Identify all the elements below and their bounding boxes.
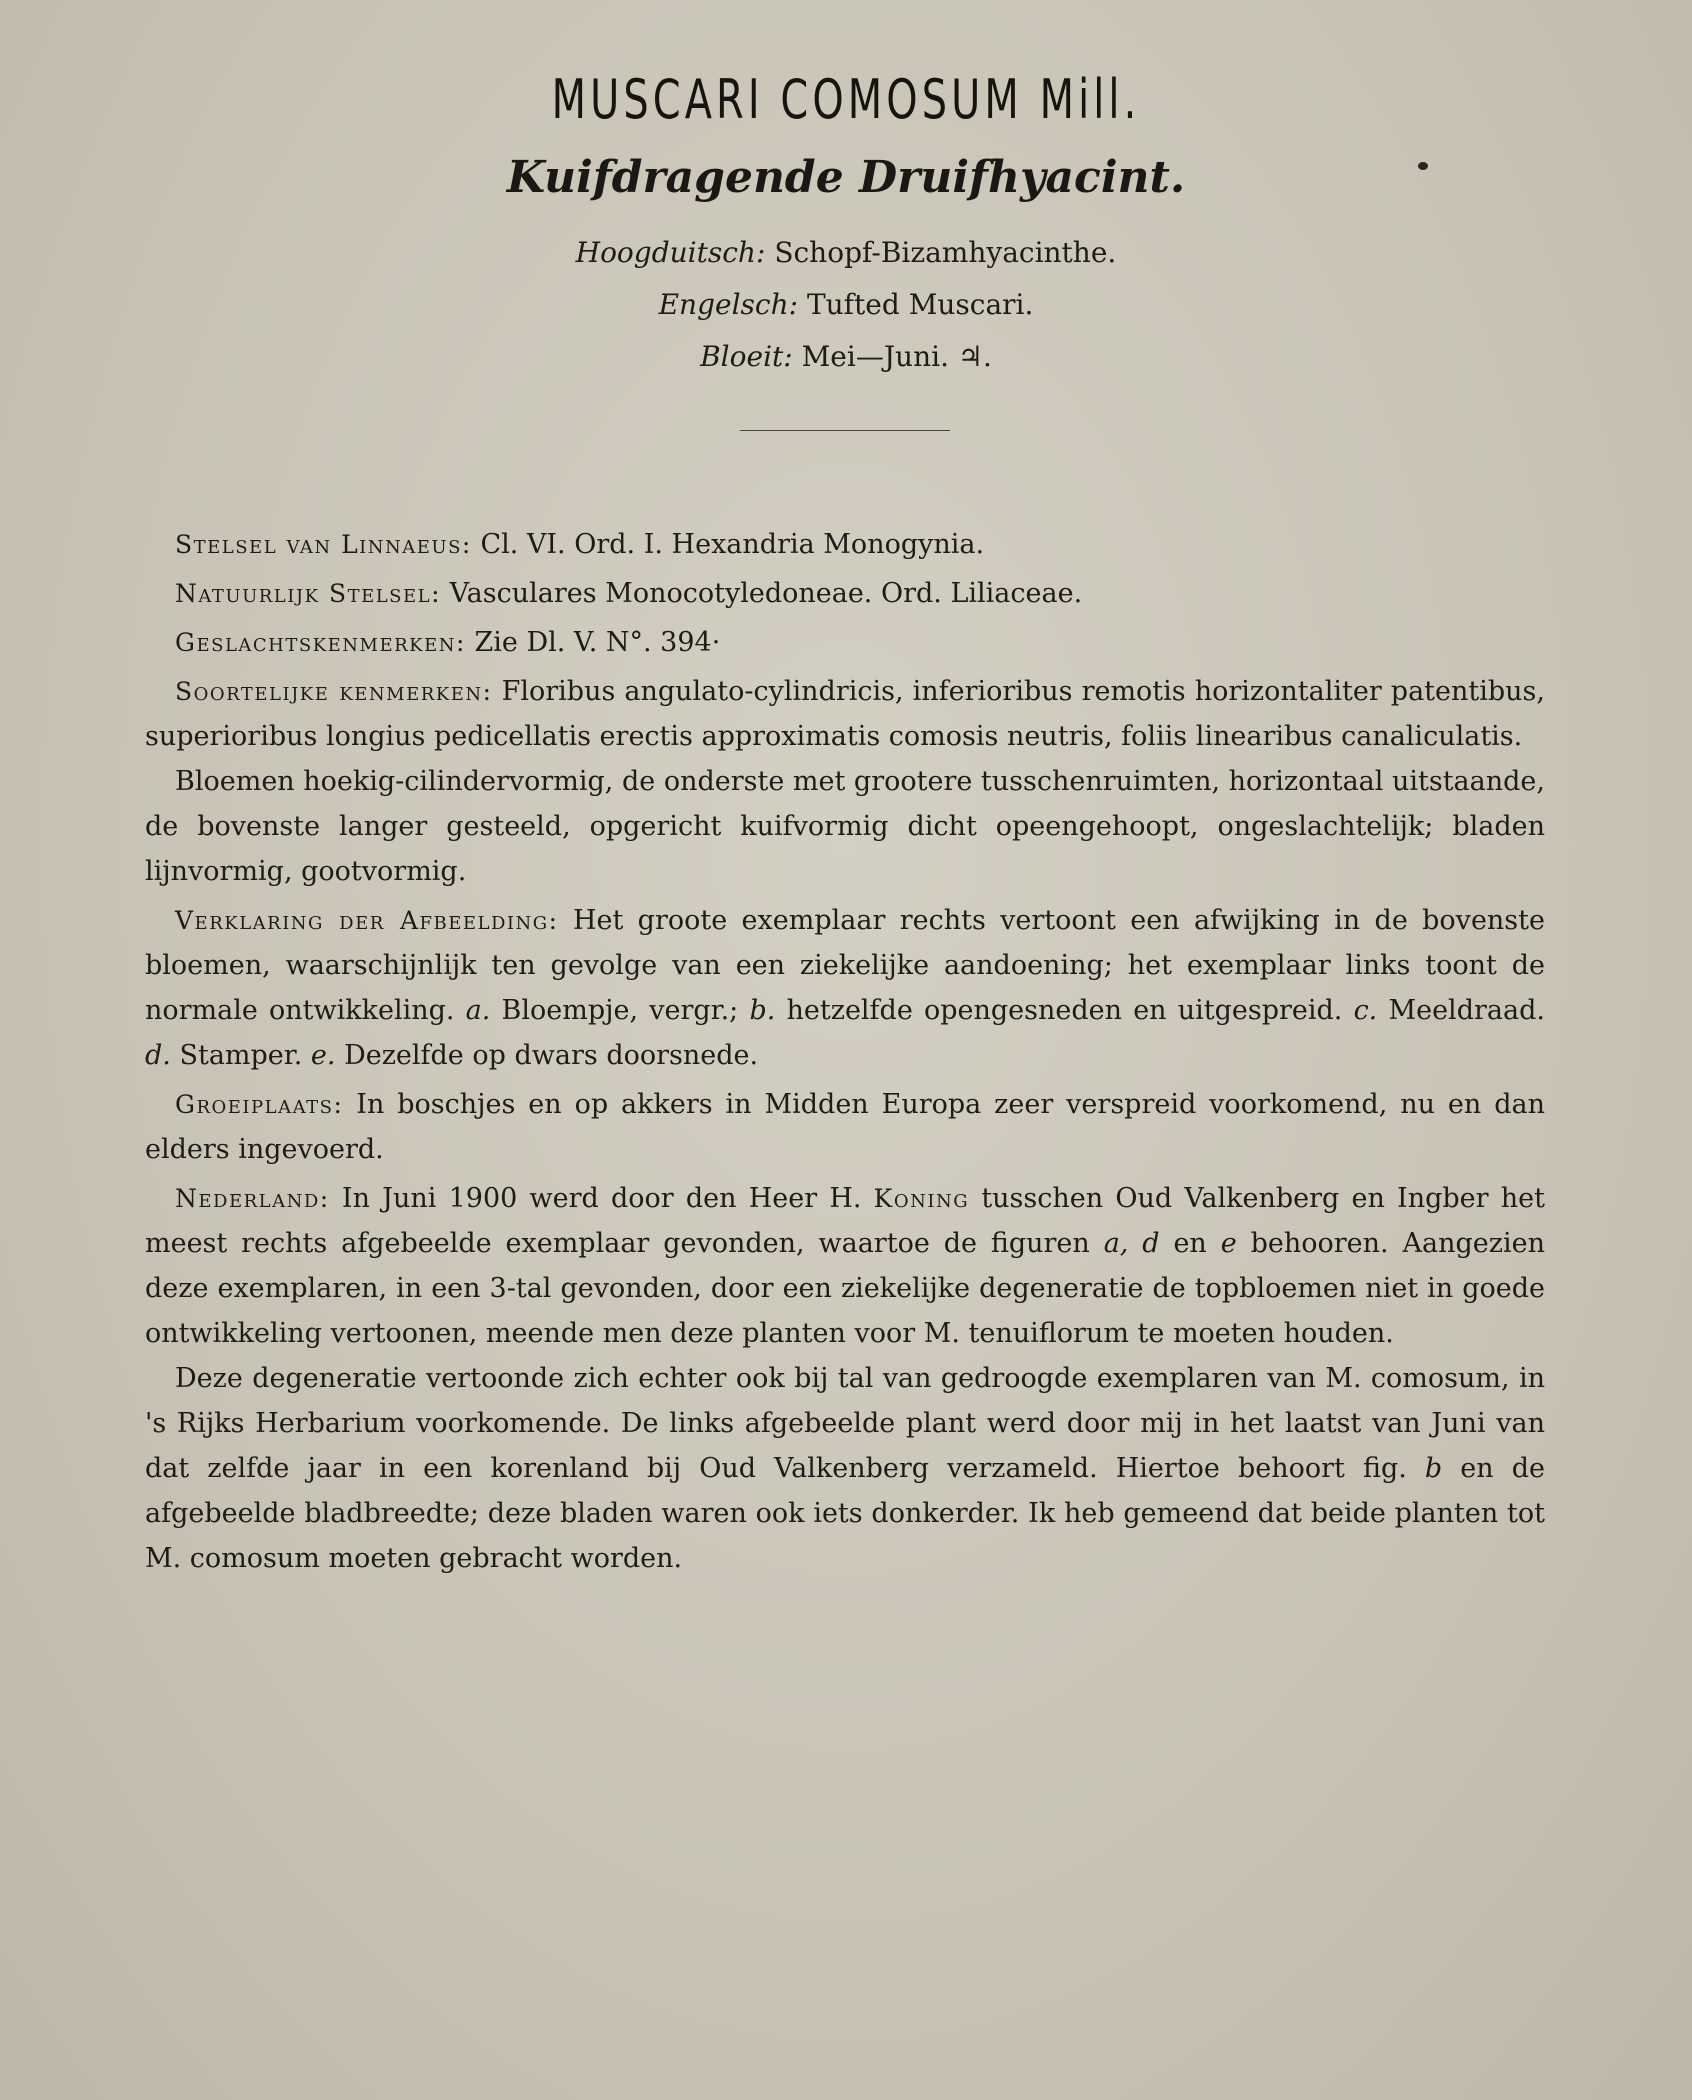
natural-text: Vasculares Monocotyledoneae. Ord. Liliaceae. [449,578,1083,609]
genus-paragraph [145,620,1545,665]
english-label: Engelsch: [658,288,799,321]
figure-ref-ad: a, d [1103,1228,1160,1259]
bloom-label: Bloeit: [700,340,793,373]
figure-label: Verklaring der Afbeelding: [175,906,559,935]
netherlands-label: Nederland: [175,1184,330,1213]
figure-text: hetzelfde opengesneden en uitgespreid. [786,995,1343,1026]
figure-ref-a: a. [465,995,491,1026]
figure-text: Bloempje, vergr.; [501,995,739,1026]
english-name [0,288,1692,321]
german-value: Schopf-Bizamhyacinthe. [774,236,1117,269]
divider [740,430,950,431]
species-text: Floribus angulato-cylindricis, inferioribus remotis horizontaliter patentibus, superioribus longius pedicellatis erectis approximatis comosis neutris, foliis linearibus canaliculatis. [145,676,1545,752]
linnaeus-label: Stelsel van Linnaeus: [175,530,472,559]
figure-ref-b: b. [749,995,776,1026]
netherlands-text: behooren. Aangezien deze exemplaren, in een 3-tal gevonden, door een ziekelijke degeneratie de topbloemen niet in goede ontwikkeling vertoonen, meende men deze planten voor M. tenuiflorum te moeten houden. [145,1228,1545,1349]
genus-label: Geslachtskenmerken: [175,628,466,657]
species-label: Soortelijke kenmerken: [175,677,493,706]
figure-text: Dezelfde op dwars doorsnede. [344,1040,759,1071]
netherlands-paragraph [145,1176,1545,1356]
habitat-label: Groeiplaats: [175,1090,344,1119]
species-paragraph [145,669,1545,759]
figure-paragraph [145,898,1545,1078]
figure-ref-c: c. [1353,995,1378,1026]
natural-paragraph [145,571,1545,616]
bloom-value: Mei—Juni. ♃. [801,340,992,373]
person-name: Koning [873,1184,970,1213]
figure-ref-e: e [1220,1228,1237,1259]
natural-label: Natuurlijk Stelsel: [175,579,442,608]
german-name [0,236,1692,269]
figure-ref-d: d. [145,1040,171,1071]
linnaeus-text: Cl. VI. Ord. I. Hexandria Monogynia. [480,529,985,560]
page-subtitle: Kuifdragende Druifhyacint. [506,152,1186,203]
ink-spot [1418,162,1428,170]
habitat-paragraph [145,1082,1545,1172]
bloom-period [0,340,1692,373]
species-dutch-paragraph: Bloemen hoekig-cilindervormig, de onderste met grootere tusschenruimten, horizontaal uitstaande, de bovenste langer gesteeld, opgericht kuifvormig dicht opeengehoopt, ongeslachtelijk; bladen lijnvormig, gootvormig. [145,766,1545,887]
degeneration-text: Deze degeneratie vertoonde zich echter ook bij tal van gedroogde exemplaren van M. comosum, in 's Rijks Herbarium voorkomende. De links afgebeelde plant werd door mij in het laatst van Juni van dat zelfde jaar in een korenland bij Oud Valkenberg verzameld. Hiertoe behoort fig. [145,1363,1545,1484]
figure-text: Stamper. [179,1040,303,1071]
page-title: MUSCARI COMOSUM Mill. [551,68,1141,131]
figure-text: Meeldraad. [1388,995,1545,1026]
linnaeus-paragraph [145,522,1545,567]
degeneration-paragraph [145,1356,1545,1581]
body-text [145,522,1545,1585]
figure-ref-e: e. [310,1040,336,1071]
english-value: Tufted Muscari. [806,288,1034,321]
figure-text: Het groote exemplaar rechts vertoont een afwijking in de bovenste bloemen, waarschijnlijk ten gevolge van een ziekelijke aandoening; het exemplaar links toont de normale ontwikkeling. [145,905,1545,1026]
genus-text: Zie Dl. V. N°. 394· [474,627,721,658]
netherlands-text: en [1173,1228,1207,1259]
german-label: Hoogduitsch: [575,236,766,269]
habitat-text: In boschjes en op akkers in Midden Europa zeer verspreid voorkomend, nu en dan elders ingevoerd. [145,1089,1545,1165]
netherlands-text: tusschen Oud Valkenberg en Ingber het meest rechts afgebeelde exemplaar gevonden, waartoe de figuren [145,1183,1545,1259]
figure-ref-b: b [1424,1453,1443,1484]
degeneration-text: en de afgebeelde bladbreedte; deze bladen waren ook iets donkerder. Ik heb gemeend dat beide planten tot M. comosum moeten gebracht worden. [145,1453,1545,1574]
netherlands-text: In Juni 1900 werd door den Heer H. [341,1183,862,1214]
